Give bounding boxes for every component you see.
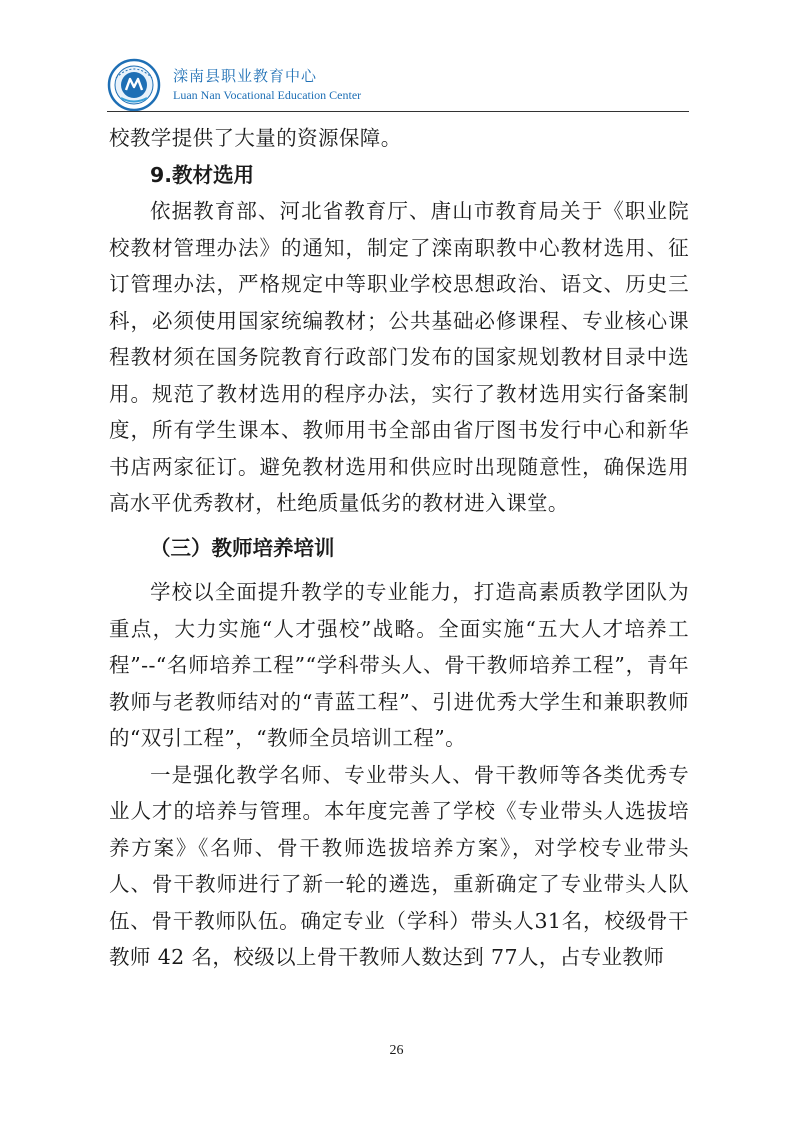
header-divider xyxy=(107,111,689,112)
page-number: 26 xyxy=(389,1043,404,1058)
intro-paragraph: 校教学提供了大量的资源保障。 xyxy=(109,126,402,150)
document-body xyxy=(109,120,689,976)
page-header xyxy=(107,56,689,112)
organization-name-cn: 滦南县职业教育中心 xyxy=(173,67,318,85)
section-heading-materials: 9.教材选用 xyxy=(150,162,255,187)
organization-name-en: Luan Nan Vocational Education Center xyxy=(173,88,362,102)
training-paragraph-1: 学校以全面提升教学的专业能力，打造高素质教学团队为重点，大力实施“人才强校”战略。全面实施“五大人才培养工程”--“名师培养工程”“学科带头人、骨干教师培养工程”，青年教师与老教师结对的“青蓝工程”、引进优秀大学生和兼职教师的“双引工程”，“教师全员培训工程”。 xyxy=(109,580,689,750)
school-logo-icon xyxy=(107,58,161,112)
training-paragraph-2: 一是强化教学名师、专业带头人、骨干教师等各类优秀专业人才的培养与管理。本年度完善了学校《专业带头人选拔培养方案》《名师、骨干教师选拔培养方案》，对学校专业带头人、骨干教师进行了新一轮的遴选，重新确定了专业带头人队伍、骨干教师队伍。确定专业（学科）带头人31名，校级骨干教师 42 名，校级以上骨干教师人数达到 77人，占专业教师 xyxy=(109,762,689,969)
section-heading-teacher-training: （三）教师培养培训 xyxy=(150,535,335,560)
materials-paragraph: 依据教育部、河北省教育厅、唐山市教育局关于《职业院校教材管理办法》的通知，制定了滦南职教中心教材选用、征订管理办法，严格规定中等职业学校思想政治、语文、历史三科，必须使用国家统编教材；公共基础必修课程、专业核心课程教材须在国务院教育行政部门发布的国家规划教材目录中选用。规范了教材选用的程序办法，实行了教材选用实行备案制度，所有学生课本、教师用书全部由省厅图书发行中心和新华书店两家征订。避免教材选用和供应时出现随意性，确保选用高水平优秀教材，杜绝质量低劣的教材进入课堂。 xyxy=(109,199,689,515)
